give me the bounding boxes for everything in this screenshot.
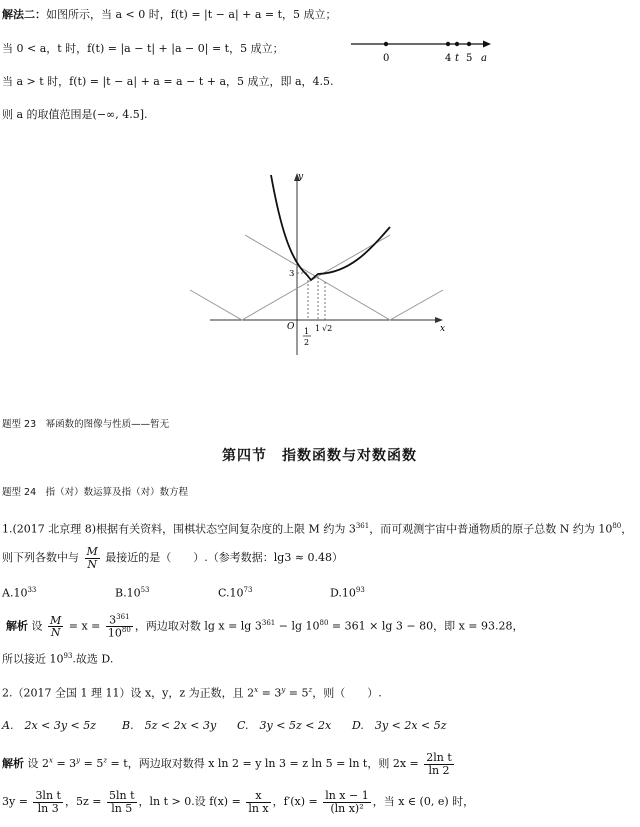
graph-main-curve (271, 175, 390, 280)
graph-x-arrow (435, 317, 443, 323)
q2-stem-b: ，则（ ）. (312, 686, 382, 700)
topic24-heading: 题型 24 指（对）数运算及指（对）数方程 (2, 487, 189, 498)
number-line-tick-4: 4 (445, 53, 452, 64)
q2-sol-e1: x (49, 756, 53, 765)
number-line-dot-0 (384, 42, 388, 46)
q2-f2-num: 3ln t (35, 789, 61, 802)
sol2-line2: 当 0 < a，t 时，f(t) = |a − t| + |a − 0| = t，5 成立； (2, 42, 284, 55)
q2-sol-eq1: = 3 (52, 757, 77, 771)
q2-f1-den: ln 2 (428, 763, 450, 777)
q1-sol-num-exp: 361 (116, 613, 130, 621)
graph-x-tick-half-den: 2 (304, 338, 310, 347)
q1-sol-b: ，两边取对数 lg x = lg 3 (134, 619, 262, 633)
q2-f4-den: ln x (248, 801, 269, 815)
q2-sol-e2: y (76, 756, 81, 765)
q2-solution-label: 解析 (2, 757, 24, 771)
q1-sol-den: 10 (107, 626, 122, 640)
number-line-arrow (483, 41, 491, 48)
q1-stem2-a: 则下列各数中与 (2, 551, 79, 565)
sol2-label: 解法二： (2, 8, 46, 21)
q2-frac-3y (33, 790, 63, 814)
q2-l2-c: ，ln t > 0.设 f(x) = (138, 795, 241, 809)
q1-solution-line2 (2, 652, 113, 666)
q1-sol-frac-value (106, 614, 133, 639)
graph-y-label: y (298, 172, 304, 182)
number-line-dot-t (455, 42, 459, 46)
q1-sol-eq: = x = (68, 619, 101, 633)
q1-sol-b-exp: 361 (261, 619, 276, 628)
q2-frac-fx (246, 790, 270, 814)
number-line-tick-5: 5 (466, 53, 473, 64)
q1-stem-a-exp: 361 (355, 522, 370, 530)
q2-f1-num: 2ln t (426, 751, 452, 764)
q1-stem-b: ，而可观测宇宙中普通物质的原子总数 N 约为 10 (369, 522, 613, 536)
q1-sol-frac-m-n (48, 615, 63, 639)
graph-grey-v-right (245, 235, 443, 320)
q2-e3: z (308, 686, 313, 694)
q1-sol-frac-den: N (50, 626, 61, 640)
q1-option-c (218, 586, 252, 600)
number-line (345, 34, 495, 68)
q2-eq2: = 5 (285, 686, 309, 700)
q2-option-a: A. 2x < 3y < 5z (2, 719, 97, 732)
q2-stem (2, 686, 382, 700)
graph-x-tick-one: 1 (315, 324, 321, 333)
q1-stem-b-exp: 80 (612, 522, 622, 530)
q1-sol2-exp: 93 (63, 652, 73, 660)
q1-option-b (115, 586, 150, 600)
q1-sol-num: 3 (109, 613, 117, 627)
number-line-tick-a: a (481, 53, 487, 64)
q2-l2-a: 3y = (2, 795, 28, 809)
q1-option-b-exp: 53 (140, 586, 150, 594)
q1-option-d-exp: 93 (355, 586, 365, 594)
q1-option-c-exp: 73 (243, 586, 253, 594)
q2-solution-line2 (2, 790, 474, 814)
q1-fraction-m-n (85, 546, 100, 570)
q1-option-b-label: B.10 (115, 586, 141, 600)
q2-e1: x (254, 686, 259, 694)
graph-x-tick-sqrt2: √2 (322, 324, 333, 333)
q2-f5-den: (ln x)² (330, 801, 364, 815)
q2-l2-d: ，f′(x) = (272, 795, 318, 809)
q1-sol2-b: .故选 D. (72, 652, 114, 666)
q2-stem-a: 2.（2017 全国 1 理 11）设 x，y，z 为正数，且 2 (2, 686, 255, 700)
q1-sol-d: = 361 × lg 3 − 80，即 x = 93.28， (328, 619, 524, 633)
q2-frac-fprime (323, 790, 371, 814)
q1-option-a-exp: 33 (27, 586, 37, 594)
section-title: 第四节 指数函数与对数函数 (222, 448, 417, 464)
q1-solution-line1 (6, 614, 524, 639)
q2-frac-2x (424, 752, 454, 776)
graph-origin-label: O (287, 322, 295, 332)
graph-y-tick-3: 3 (289, 269, 295, 279)
q1-stem-a: 1.(2017 北京理 8)根据有关资料，围棋状态空间复杂度的上限 M 约为 3 (2, 522, 356, 536)
sol2-line4: 则 a 的取值范围是(−∞, 4.5]. (2, 108, 148, 121)
sol2-line1 (2, 8, 337, 21)
q1-option-a-label: A.10 (2, 586, 28, 600)
q1-stem-line2 (2, 546, 343, 570)
q2-option-b: B. 5z < 2x < 3y (122, 719, 217, 732)
q2-sol-b: = t，两边取对数得 x ln 2 = y ln 3 = z ln 5 = ln t，则 2x = (107, 757, 419, 771)
q1-sol-frac-num: M (50, 613, 62, 627)
q2-f3-den: ln 5 (111, 801, 133, 815)
sol2-line1-text: 如图所示，当 a < 0 时，f(t) = |t − a| + a = t，5 成立； (46, 8, 337, 21)
q1-option-d (330, 586, 365, 600)
q2-sol-e3: z (103, 756, 108, 765)
function-graph (185, 165, 450, 360)
q2-frac-5z (107, 790, 137, 814)
q1-sol-c-exp: 80 (319, 619, 329, 628)
graph-x-tick-half-num: 1 (304, 327, 310, 336)
sol2-line3: 当 a > t 时，f(t) = |t − a| + a = a − t + a，5 成立，即 a，4.5. (2, 75, 334, 88)
q1-stem-line1 (2, 522, 632, 536)
q1-option-c-label: C.10 (218, 586, 244, 600)
q2-f2-den: ln 3 (37, 801, 59, 815)
number-line-dot-5 (467, 42, 471, 46)
q2-eq1: = 3 (258, 686, 282, 700)
q2-option-d: D. 3y < 2x < 5z (352, 719, 447, 732)
q1-option-d-label: D.10 (330, 586, 356, 600)
q1-frac-den: N (87, 557, 97, 571)
q1-stem-c: ， (621, 522, 633, 536)
q1-option-a (2, 586, 36, 600)
q1-sol-c: − lg 10 (275, 619, 320, 633)
q2-l2-e: ，当 x ∈ (0, e) 时， (372, 795, 475, 809)
q2-f5-num: ln x − 1 (325, 789, 369, 802)
graph-x-label: x (440, 324, 446, 334)
q2-sol-a: 设 2 (27, 757, 49, 771)
q2-l2-b: ，5z = (64, 795, 102, 809)
q2-f3-num: 5ln t (108, 789, 135, 802)
topic23-heading: 题型 23 幂函数的图像与性质——暂无 (2, 419, 170, 430)
q1-sol2-a: 所以接近 10 (2, 652, 64, 666)
q2-solution-line1 (2, 752, 456, 776)
q2-sol-eq2: = 5 (80, 757, 104, 771)
number-line-tick-t: t (455, 53, 460, 64)
q2-f4-num: x (246, 790, 270, 803)
q2-option-c: C. 3y < 5z < 2x (237, 719, 332, 732)
number-line-tick-0: 0 (383, 53, 390, 64)
q1-frac-num: M (86, 545, 98, 558)
q1-solution-label: 解析 (6, 619, 28, 633)
number-line-dot-4 (446, 42, 450, 46)
q1-stem2-b: 最接近的是（ ）.（参考数据：lg3 ≈ 0.48） (105, 551, 344, 565)
q2-e2: y (281, 686, 286, 694)
q1-sol-den-exp: 80 (121, 626, 131, 635)
q1-sol-a: 设 (31, 619, 43, 633)
